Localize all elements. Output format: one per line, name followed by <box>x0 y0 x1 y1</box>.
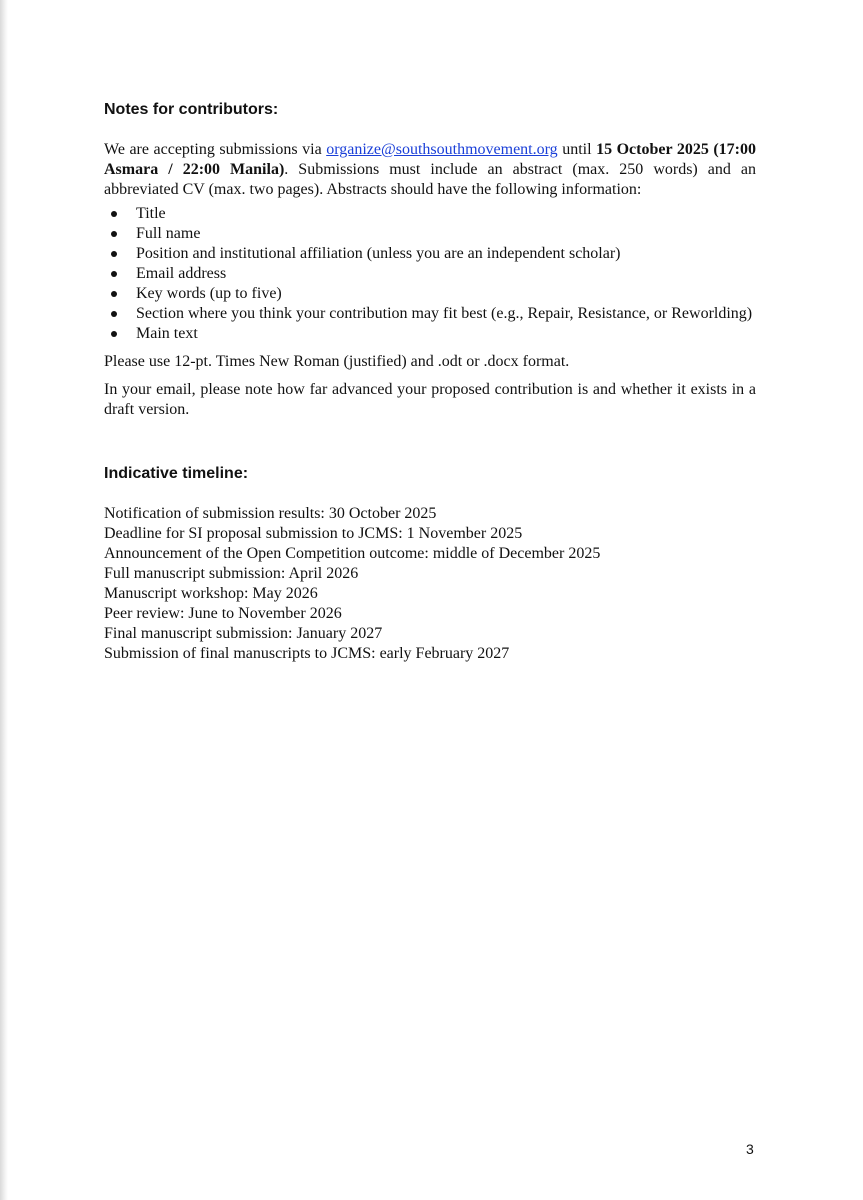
contact-email-link[interactable]: organize@southsouthmovement.org <box>326 141 558 158</box>
email-note: In your email, please note how far advanced your proposed contribution is and whether it exists in a draft version. <box>104 381 756 418</box>
list-item-text: Title <box>136 205 166 222</box>
list-item-text: Position and institutional affiliation (unless you are an independent scholar) <box>136 245 621 262</box>
list-item <box>104 204 756 224</box>
timeline-item: Announcement of the Open Competition outcome: middle of December 2025 <box>104 545 601 562</box>
list-item <box>104 264 756 284</box>
notes-heading: Notes for contributors: <box>104 101 279 118</box>
timeline-list <box>104 504 756 664</box>
list-item-text: Main text <box>136 325 198 342</box>
bullet-icon <box>111 231 117 237</box>
page-content <box>104 100 756 664</box>
bullet-icon <box>111 331 117 337</box>
submission-intro-paragraph <box>104 140 756 200</box>
bullet-icon <box>111 251 117 257</box>
list-item-text: Section where you think your contribution may fit best (e.g., Repair, Resistance, or Reworlding) <box>136 305 753 322</box>
format-note: Please use 12-pt. Times New Roman (justified) and .odt or .docx format. <box>104 353 570 370</box>
list-item-text: Key words (up to five) <box>136 285 282 302</box>
timeline-item: Peer review: June to November 2026 <box>104 605 342 622</box>
bullet-icon <box>111 311 117 317</box>
timeline-item: Manuscript workshop: May 2026 <box>104 585 318 602</box>
list-item <box>104 244 756 264</box>
intro-text-3: . Submissions must include an abstract (max. 250 words) and an abbreviated CV (max. two pages). Abstracts should have the following information: <box>104 161 757 198</box>
abstract-requirements-list <box>104 204 756 344</box>
timeline-item: Full manuscript submission: April 2026 <box>104 565 359 582</box>
timeline-heading: Indicative timeline: <box>104 465 249 482</box>
timeline-item: Submission of final manuscripts to JCMS: early February 2027 <box>104 645 510 662</box>
timeline-item: Final manuscript submission: January 2027 <box>104 625 383 642</box>
page-number: 3 <box>746 1141 754 1157</box>
list-item <box>104 284 756 304</box>
submission-deadline: 15 October 2025 (17:00 Asmara / 22:00 Manila) <box>104 141 756 178</box>
list-item <box>104 324 756 344</box>
list-item-text: Full name <box>136 225 201 242</box>
list-item-text: Email address <box>136 265 227 282</box>
bullet-icon <box>111 291 117 297</box>
timeline-item: Notification of submission results: 30 October 2025 <box>104 505 437 522</box>
page-edge-shadow <box>0 0 8 1200</box>
intro-text-1: We are accepting submissions via <box>104 141 327 158</box>
bullet-icon <box>111 271 117 277</box>
intro-text-2: until <box>557 141 597 158</box>
list-item <box>104 224 756 244</box>
timeline-item: Deadline for SI proposal submission to JCMS: 1 November 2025 <box>104 525 523 542</box>
list-item <box>104 304 756 324</box>
bullet-icon <box>111 211 117 217</box>
